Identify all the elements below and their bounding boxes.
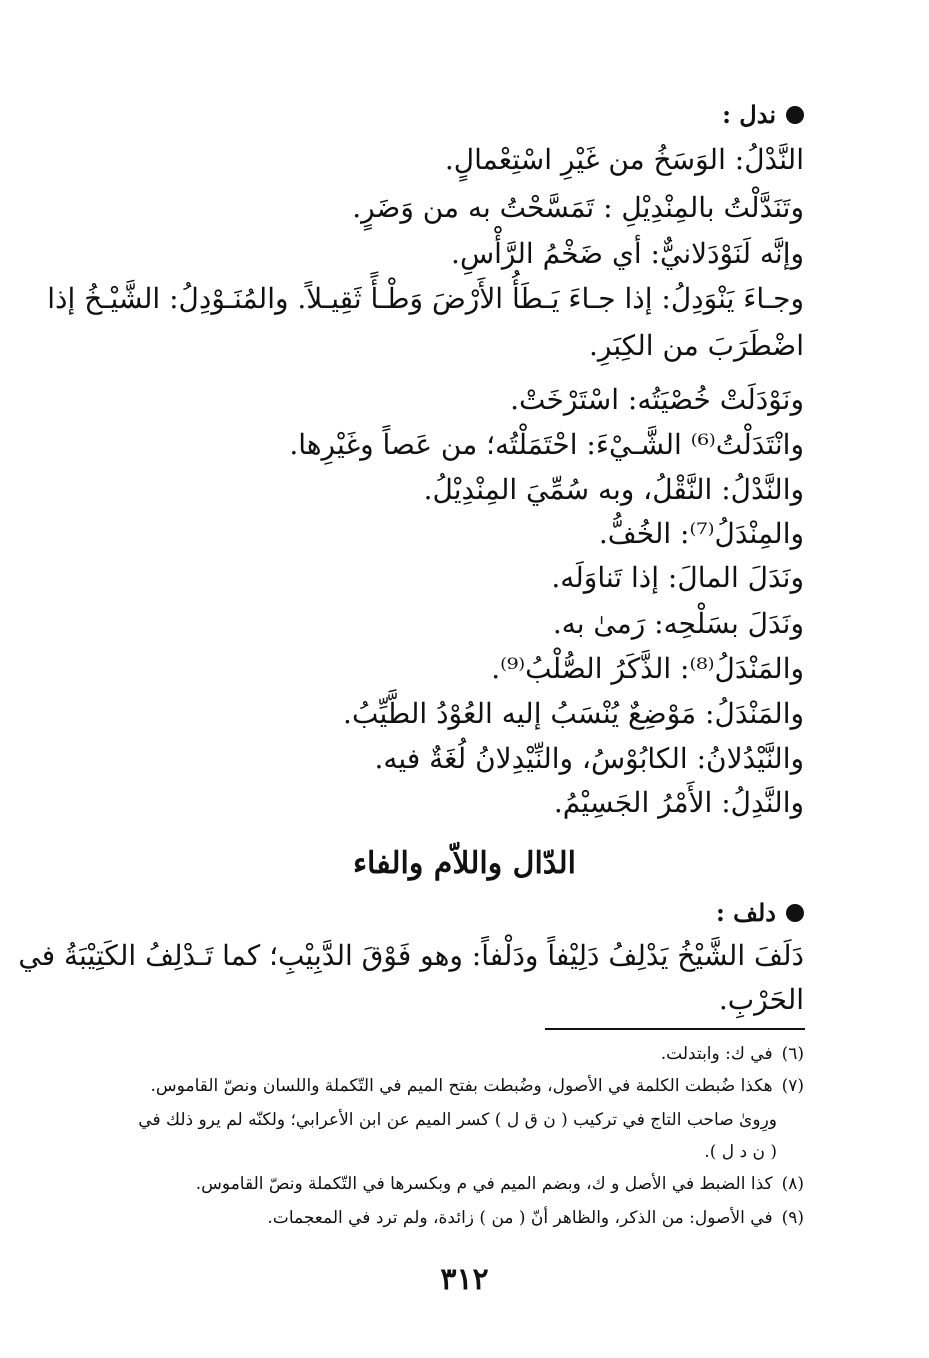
text-line: ونَوْدَلَتْ خُصْيَتُه: اسْتَرْخَتْ. [510,383,804,416]
footnote-continuation: ورِوىٰ صاحب التاج في تركيب ( ن ق ل ) كسر الميم عن ابن الأعرابي؛ ولكنّه لم يرو ذلك في [138,1110,777,1130]
footnote-text: كذا الضبط في الأصل و ك، وبضم الميم في م وبكسرها في التّكملة ونصّ القاموس. [195,1174,773,1194]
text-line: ونَدَلَ بسَلْحِه: رَمىٰ به. [552,607,804,640]
text-line: وإنَّه لَنَوْدَلانيٌّ: أي ضَخْمُ الرَّأْسِ. [451,237,804,270]
text-line: وجـاءَ يَنْوَدِلُ: إذا جـاءَ يَـطَأُ الأَرْضَ وَطْـأً ثَقِيـلاً. والمُنَـوْدِلُ: الشَّيْـخُ إذا [47,282,804,315]
text-line: والنَّدِلُ: الأَمْرُ الجَسِيْمُ. [553,786,804,819]
footnote-separator [545,1028,805,1030]
footnote [151,1073,804,1099]
text-line: والنَّدْلُ: النَّقْلُ، وبه سُمِّيَ المِنْدِيْلُ. [423,473,804,506]
footnote-number: (٩) [781,1208,804,1228]
text-line: وانْتَدَلْتُ⁽⁶⁾ الشَّـيْءَ: احْتَمَلْتُه؛ من عَصاً وغَيْرِها. [289,428,804,461]
text-line: ونَدَلَ المالَ: إذا تَناوَلَه. [551,561,804,594]
footnote [661,1041,804,1067]
entry-heading-text: ندل : [722,100,776,129]
bullet-icon [786,904,804,922]
footnote-text: في ك: وابتدلت. [660,1044,773,1064]
text-line: والنَّيْدُلانُ: الكابُوْسُ، والنِّيْدِلانُ لُغَةٌ فيه. [374,742,804,775]
text-line: وتَنَدَّلْتُ بالمِنْدِيْلِ : تَمَسَّحْتُ به من وَضَرٍ. [352,191,804,224]
text-line: والمَنْدَلُ⁽⁸⁾: الذَّكَرُ الصُّلْبُ⁽⁹⁾. [491,652,804,685]
text-line: النَّدْلُ: الوَسَخُ من غَيْرِ اسْتِعْمالٍ. [444,143,804,176]
footnote-continuation: ( ن د ل ). [704,1142,777,1162]
page-number: ٣١٢ [440,1262,489,1297]
footnote [267,1205,804,1231]
footnote-text: في الأصول: من الذكر، والظاهر أنّ ( من ) زائدة، ولم ترد في المعجمات. [267,1208,773,1228]
footnote-text: هكذا ضُبطت الكلمة في الأصول، وضُبطت بفتح الميم في التّكملة واللسان ونصّ القاموس. [150,1076,773,1096]
text-line: دَلَفَ الشَّيْخُ يَدْلِفُ دَلِيْفاً ودَلْفاً: وهو فَوْقَ الدَّبِيْبِ؛ كما تَـدْلِفُ الكَتِيْبَةُ في [18,939,804,972]
text-line: الحَرْبِ. [718,983,804,1016]
footnote-number: (٦) [781,1044,804,1064]
entry-heading-dlf [716,893,804,933]
footnote-number: (٨) [781,1174,804,1194]
text-line: والمِنْدَلُ⁽⁷⁾: الخُفُّ. [598,517,804,550]
entry-heading-text: دلف : [715,898,776,927]
text-line: اضْطَرَبَ من الكِبَرِ. [588,329,804,362]
footnote [196,1171,804,1197]
footnote-number: (٧) [781,1076,804,1096]
section-title: الدّال واللاّم والفاء [352,846,577,881]
entry-heading-ndl [722,95,804,135]
bullet-icon [786,106,804,124]
text-line: والمَنْدَلُ: مَوْضِعٌ يُنْسَبُ إليه العُوْدُ الطَّيِّبُ. [343,697,804,730]
